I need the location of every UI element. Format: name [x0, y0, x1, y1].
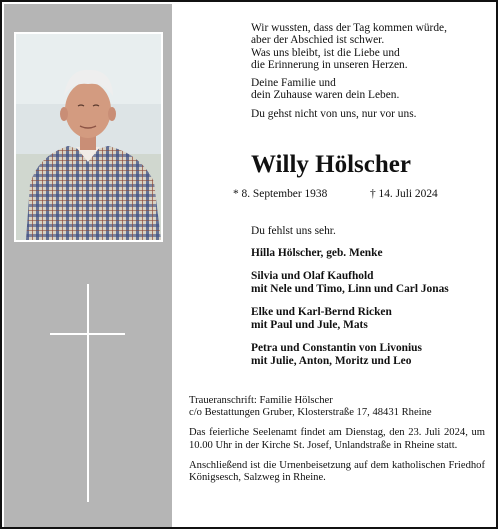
death-date: † 14. Juli 2024	[370, 188, 438, 200]
mourner-line: mit Nele und Timo, Linn und Carl Jonas	[251, 283, 449, 295]
burial-notice	[189, 460, 485, 484]
address-line: c/o Bestattungen Gruber, Klosterstraße 17, 48431 Rheine	[189, 407, 432, 419]
mourner-group	[251, 306, 487, 332]
poem-line: dein Zuhause waren dein Leben.	[251, 89, 400, 102]
poem-line: die Erinnerung in unseren Herzen.	[251, 58, 408, 71]
requiem-mass-text: Das feierliche Seelenamt findet am Dienstag, den 23. Juli 2024, um 10.00 Uhr in der Kirche St. Josef, Unlandstraße in Rheine statt.	[189, 427, 485, 451]
mourners-list	[251, 225, 487, 378]
poem-stanza-3	[251, 108, 487, 120]
poem-stanza-1	[251, 22, 487, 71]
mourner-line: Hilla Hölscher, geb. Menke	[251, 247, 383, 259]
poem-line: Deine Familie und	[251, 77, 336, 90]
requiem-mass-notice	[189, 427, 485, 451]
mourner-line: Elke und Karl-Bernd Ricken	[251, 306, 392, 318]
poem-line: aber der Abschied ist schwer.	[251, 34, 385, 47]
birth-date: * 8. September 1938	[233, 188, 328, 200]
mourner-line: mit Julie, Anton, Moritz und Leo	[251, 355, 412, 367]
portrait-illustration	[16, 34, 161, 240]
poem-line: Was uns bleibt, ist die Liebe und	[251, 46, 400, 59]
mourner-group	[251, 342, 487, 368]
portrait-photo	[16, 34, 161, 240]
mourner-line: Silvia und Olaf Kaufhold	[251, 270, 374, 282]
poem-line: Du gehst nicht von uns, nur vor uns.	[251, 107, 417, 120]
funeral-info	[189, 395, 485, 492]
mourner-line: Petra und Constantin von Livonius	[251, 342, 422, 354]
poem-stanza-2	[251, 77, 487, 102]
mourner-group	[251, 247, 487, 260]
mourner-group	[251, 270, 487, 296]
cross-horizontal-bar	[50, 333, 125, 335]
memorial-poem	[251, 22, 487, 126]
address-line: Traueranschrift: Familie Hölscher	[189, 395, 333, 406]
deceased-name: Willy Hölscher	[251, 151, 411, 178]
mourner-line: mit Paul und Jule, Mats	[251, 319, 368, 331]
poem-line: Wir wussten, dass der Tag kommen würde,	[251, 22, 447, 34]
mourning-address	[189, 395, 485, 419]
burial-text: Anschließend ist die Urnenbeisetzung auf dem katholischen Friedhof Königsesch, Salzweg in Rheine.	[189, 459, 485, 484]
mourners-intro: Du fehlst uns sehr.	[251, 225, 336, 237]
portrait-frame	[14, 32, 163, 242]
cross-vertical-bar	[87, 284, 89, 502]
